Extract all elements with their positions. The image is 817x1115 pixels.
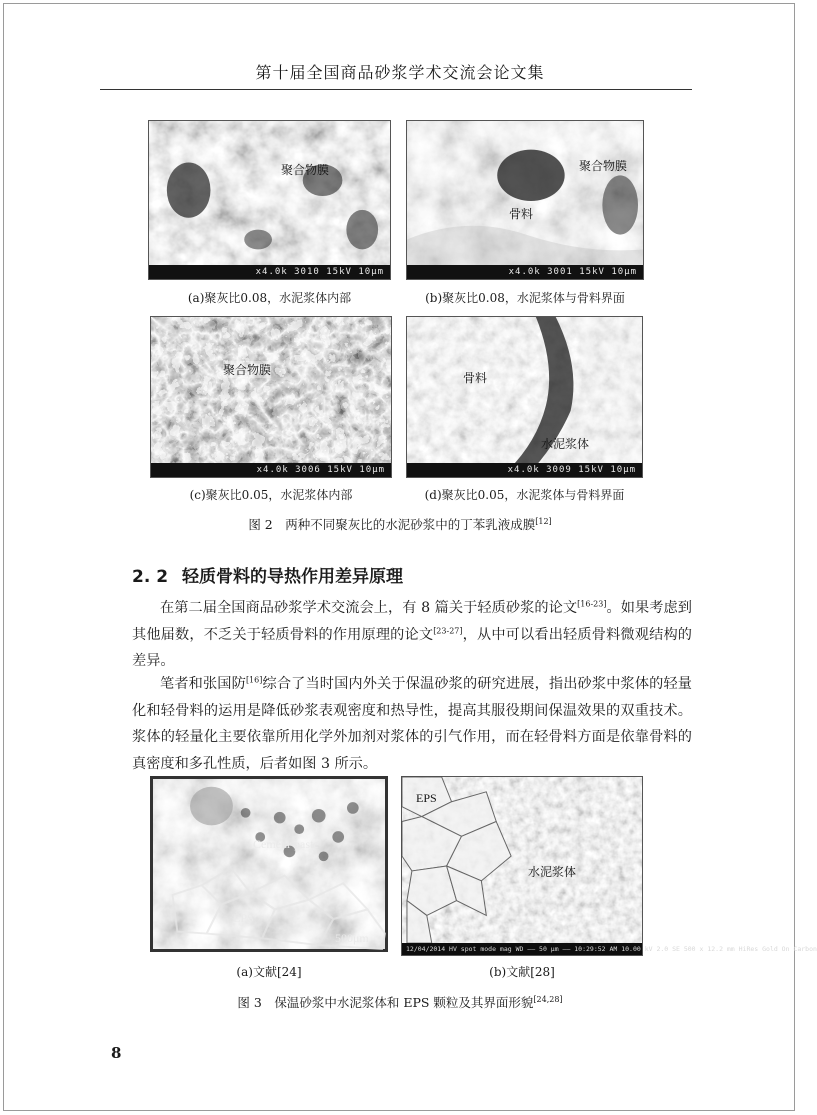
figure3-caption-ref: [24,28]	[533, 994, 563, 1004]
figure3-panel-b-image	[401, 776, 817, 956]
header-rule	[100, 89, 692, 90]
figure3-panel-a-scale: 500μm	[335, 931, 369, 945]
figure2-caption	[0, 515, 800, 533]
figure2-panel-b-scalebar: x4.0k 3001 15kV 10μm	[407, 265, 643, 279]
figure2-panel-b-image	[406, 120, 644, 280]
figure2-panel-a-caption: (a)聚灰比0.08，水泥浆体内部	[187, 291, 352, 305]
figure2-panel-c-scalebar: x4.0k 3006 15kV 10μm	[151, 463, 391, 477]
paragraph-2-text-a: 笔者和张国防	[160, 676, 246, 692]
paragraph-1-ref-b: [23-27]	[433, 625, 463, 635]
figure3-panel-a-label-eps: EPS	[233, 911, 254, 925]
figure2-panel-a-scalebar: x4.0k 3010 15kV 10μm	[149, 265, 390, 279]
figure3-caption	[0, 993, 800, 1011]
paragraph-2-text-b: 综合了当时国内外关于保温砂浆的研究进展，指出砂浆中浆体的轻量化和轻骨料的运用是降低砂浆表观密度和热导性，提高其服役期间保温效果的双重技术。浆体的轻量化主要依靠所用化学外加剂对浆体的引气作用，而在轻骨料方面是依靠骨料的真密度和多孔性质，后者如图 3 所示。	[132, 676, 692, 772]
paragraph-2	[132, 671, 692, 777]
section-number: 2. 2	[132, 567, 169, 587]
section-title: 轻质骨料的导热作用差异原理	[182, 567, 404, 587]
figure2-panel-a-image	[148, 120, 391, 280]
figure2-panel-d-label-paste: 水泥浆体	[541, 437, 590, 451]
figure3-caption-text: 图 3 保温砂浆中水泥浆体和 EPS 颗粒及其界面形貌	[237, 995, 534, 1010]
figure2-caption-ref: [12]	[535, 516, 552, 526]
page-number: 8	[111, 1044, 122, 1062]
figure2-panel-d-scalebar: x4.0k 3009 15kV 10μm	[407, 463, 642, 477]
figure2-panel-c-label-polymer: 聚合物膜	[223, 363, 272, 377]
paragraph-1-text-b: 。如果考虑到其他届数，不乏关于轻质骨料的作用原理的论文	[132, 600, 692, 643]
figure3-panel-a-label-paste: Cemenr paste	[253, 837, 319, 851]
paragraph-1	[132, 595, 692, 675]
figure2-panel-d-label-aggregate: 骨料	[463, 371, 488, 385]
paragraph-1-ref-a: [16-23]	[577, 599, 607, 609]
paragraph-2-ref-a: [16]	[245, 675, 263, 685]
figure3-panel-a-image	[150, 776, 388, 952]
figure2-panel-b-label-polymer: 聚合物膜	[579, 159, 628, 173]
figure3-panel-b-footer: 12/04/2014 HV spot mode mag WD —— 50 μm —— 10:29:52 AM 10.00 kV 2.0 SE 500 x 12.2 mm HiRes Gold On Carbon	[402, 943, 642, 955]
paragraph-1-text-c: ，从中可以看出轻质骨料微观结构的差异。	[132, 626, 692, 669]
figure3-panel-a-caption: (a)文献[24]	[236, 965, 302, 979]
figure2-panel-b-caption: (b)聚灰比0.08，水泥浆体与骨料界面	[425, 291, 625, 305]
figure3-panel-b-label-paste: 水泥浆体	[528, 865, 577, 879]
paragraph-1-text-a: 在第二届全国商品砂浆学术交流会上，有 8 篇关于轻质砂浆的论文	[160, 600, 578, 616]
figure2-panel-d-caption: (d)聚灰比0.05，水泥浆体与骨料界面	[424, 488, 625, 502]
figure2-panel-c-image	[150, 316, 392, 478]
figure2-caption-text: 图 2 两种不同聚灰比的水泥砂浆中的丁苯乳液成膜	[248, 517, 536, 532]
figure2-panel-a-label-polymer: 聚合物膜	[281, 163, 330, 177]
figure2-panel-d-image	[406, 316, 643, 478]
section-heading	[132, 562, 403, 587]
figure2-panel-c-caption: (c)聚灰比0.05，水泥浆体内部	[189, 488, 353, 502]
figure2-panel-b-label-aggregate: 骨料	[509, 207, 534, 221]
running-header: 第十届全国商品砂浆学术交流会论文集	[255, 63, 545, 82]
figure3-panel-b-label-eps: EPS	[416, 791, 437, 805]
figure3-panel-b-caption: (b)文献[28]	[489, 965, 555, 979]
